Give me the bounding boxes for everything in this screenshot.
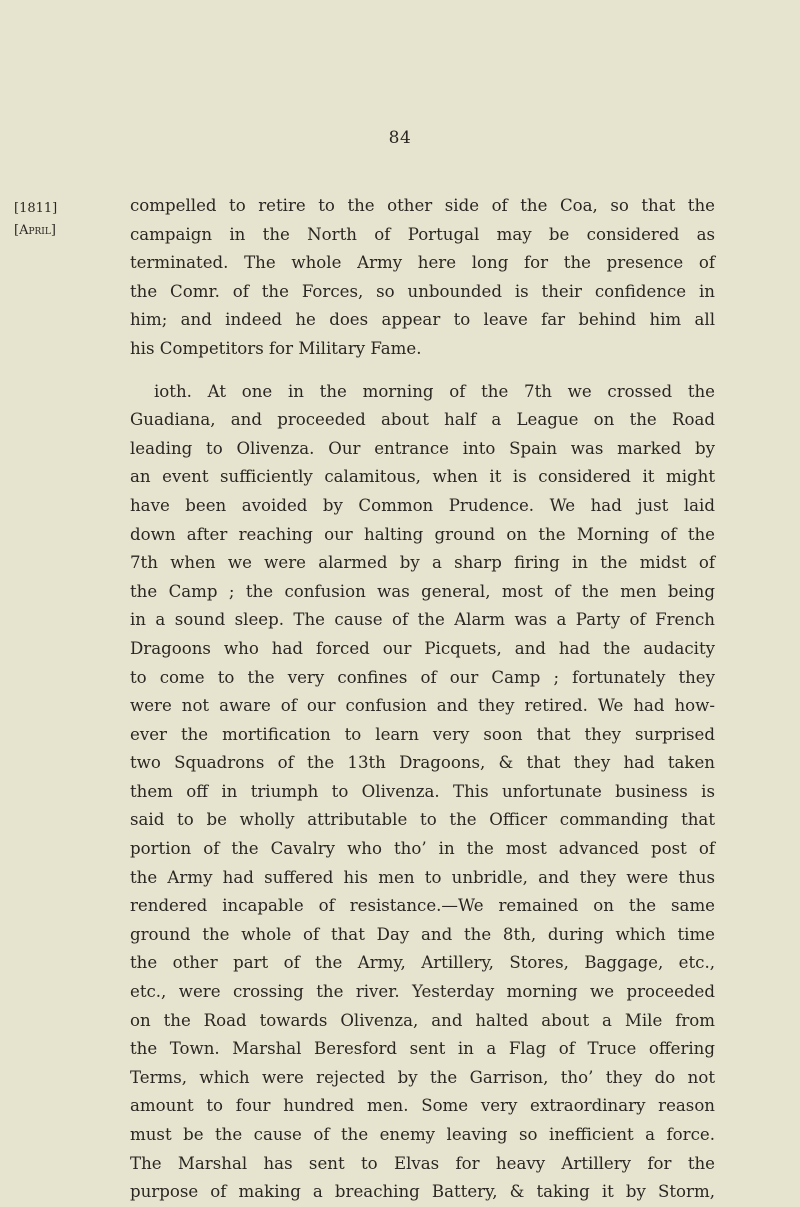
text-line: Guadiana, and proceeded about half a League on the Road — [130, 410, 715, 430]
text-line: compelled to retire to the other side of the Coa, so that the — [130, 196, 715, 215]
body-text — [130, 192, 715, 1207]
text-line: ioth. At one in the morning of the 7th we crossed the — [154, 381, 715, 401]
text-line: portion of the Cavalry who tho’ in the most advanced post of — [130, 839, 715, 859]
text-line: them off in triumph to Olivenza. This unfortunate business is — [130, 781, 715, 801]
paragraph-1 — [130, 192, 715, 364]
text-line: two Squadrons of the 13th Dragoons, & that they had taken — [130, 753, 715, 773]
text-line: leading to Olivenza. Our entrance into Spain was marked by — [130, 438, 715, 458]
text-line: ground the whole of that Day and the 8th, during which time — [130, 924, 715, 944]
margin-month: [April] — [14, 223, 56, 238]
text-line: him; and indeed he does appear to leave far behind him all — [130, 310, 715, 330]
text-line: amount to four hundred men. Some very extraordinary reason — [130, 1096, 715, 1116]
text-line: the other part of the Army, Artillery, Stores, Baggage, etc., — [130, 953, 715, 973]
text-line: his Competitors for Military Fame. — [130, 338, 422, 358]
paragraph-2 — [130, 378, 715, 1207]
text-line: an event sufficiently calamitous, when it is considered it might — [130, 467, 715, 487]
text-line: The Marshal has sent to Elvas for heavy Artillery for the — [130, 1153, 715, 1173]
text-line: campaign in the North of Portugal may be considered as — [130, 224, 715, 244]
text-line: rendered incapable of resistance.—We remained on the same — [130, 896, 715, 916]
text-line: on the Road towards Olivenza, and halted about a Mile from — [130, 1010, 715, 1030]
margin-year: [1811] — [14, 201, 58, 216]
text-line: Terms, which were rejected by the Garrison, tho’ they do not — [130, 1067, 715, 1087]
margin-notes — [14, 198, 57, 242]
text-line: the Camp ; the confusion was general, most of the men being — [130, 581, 715, 601]
text-line: purpose of making a breaching Battery, & taking it by Storm, — [130, 1182, 715, 1202]
text-line: down after reaching our halting ground on the Morning of the — [130, 524, 715, 544]
text-line: to come to the very confines of our Camp ; fortunately they — [130, 667, 715, 687]
text-line: have been avoided by Common Prudence. We had just laid — [130, 495, 715, 515]
text-line: 7th when we were alarmed by a sharp firing in the midst of — [130, 553, 715, 573]
text-line: etc., were crossing the river. Yesterday morning we proceeded — [130, 982, 715, 1002]
text-line: terminated. The whole Army here long for the presence of — [130, 253, 715, 273]
text-line: were not aware of our confusion and they retired. We had how- — [130, 696, 715, 716]
text-line: must be the cause of the enemy leaving so inefficient a force. — [130, 1125, 715, 1144]
text-line: ever the mortification to learn very soon that they surprised — [130, 724, 715, 744]
text-line: said to be wholly attributable to the Officer commanding that — [130, 810, 715, 830]
text-line: in a sound sleep. The cause of the Alarm was a Party of French — [130, 610, 715, 630]
page-number: 84 — [388, 128, 412, 148]
text-line: the Town. Marshal Beresford sent in a Flag of Truce offering — [130, 1039, 715, 1059]
text-line: Dragoons who had forced our Picquets, and had the audacity — [130, 638, 715, 658]
text-line: the Army had suffered his men to unbridle, and they were thus — [130, 867, 715, 887]
text-line: the Comr. of the Forces, so unbounded is their confidence in — [130, 281, 715, 301]
